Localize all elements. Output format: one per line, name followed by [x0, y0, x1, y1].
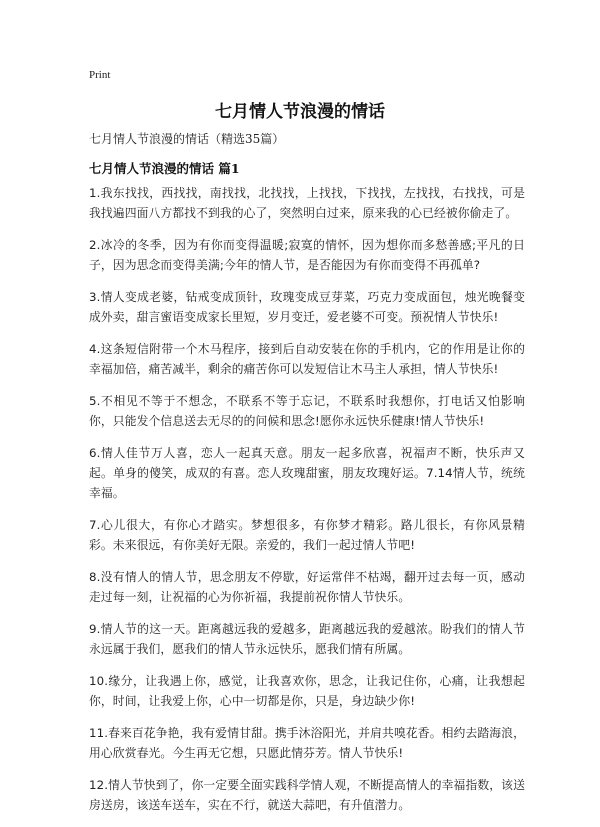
paragraph: 5.不相见不等于不想念，不联系不等于忘记，不联系时我想你，打电话又怕影响你，只能发个信息送去无尽的的问候和思念!愿你永远快乐健康!情人节快乐!: [89, 394, 525, 428]
paragraph: 2.冰冷的冬季，因为有你而变得温暖;寂寞的情怀，因为想你而多愁善感;平凡的日子，因为思念而变得美满;今年的情人节，是否能因为有你而变得不再孤单?: [89, 238, 525, 272]
paragraph: 6.情人佳节万人喜，恋人一起真天意。朋友一起多欣喜，祝福声不断，快乐声又起。单身的傻笑，成双的有喜。恋人玫瑰甜蜜，朋友玫瑰好运。7.14情人节，统统幸福。: [89, 446, 525, 500]
paragraph: 10.缘分，让我遇上你，感觉，让我喜欢你，思念，让我记住你，心痛，让我想起你，时间，让我爱上你，心中一切都是你，只是，身边缺少你!: [89, 674, 525, 708]
paragraph: 3.情人变成老婆，钻戒变成顶针，玫瑰变成豆芽菜，巧克力变成面包，烛光晚餐变成外卖，甜言蜜语变成家长里短，岁月变迁，爱老婆不可变。预祝情人节快乐!: [89, 290, 525, 324]
document-subtitle: 七月情人节浪漫的情话（精选35篇）: [89, 132, 285, 146]
print-link[interactable]: Print: [89, 69, 111, 81]
section-heading: 七月情人节浪漫的情话 篇1: [89, 161, 240, 176]
paragraph: 9.情人节的这一天。距离越远我的爱越多，距离越远我的爱越浓。盼我们的情人节永远属于我们，愿我们的情人节永远快乐，愿我们情有所属。: [89, 622, 525, 656]
paragraph: 4.这条短信附带一个木马程序，接到后自动安装在你的手机内，它的作用是让你的幸福加倍，痛苦减半，剩余的痛苦你可以发短信让木马主人承担，情人节快乐!: [89, 342, 525, 376]
page-title: 七月情人节浪漫的情话: [215, 102, 385, 122]
paragraph: 1.我东找找，西找找，南找找，北找找，上找找，下找找，左找找，右找找，可是我找遍四面八方都找不到我的心了，突然明白过来，原来我的心已经被你偷走了。: [89, 186, 525, 220]
paragraph: 11.春来百花争艳，我有爱情甘甜。携手沐浴阳光，并肩共嗅花香。相约去踏海浪，用心欣赏春光。今生再无它想，只愿此情芬芳。情人节快乐!: [89, 726, 525, 760]
paragraph: 8.没有情人的情人节，思念朋友不停歇，好运常伴不枯竭，翻开过去每一页，感动走过每一刻，让祝福的心为你祈福，我提前祝你情人节快乐。: [89, 570, 525, 604]
paragraph: 7.心儿很大，有你心才踏实。梦想很多，有你梦才精彩。路儿很长，有你风景精彩。未来很远，有你美好无限。亲爱的，我们一起过情人节吧!: [89, 518, 525, 552]
paragraph: 12.情人节快到了，你一定要全面实践科学情人观，不断提高情人的幸福指数，该送房送房，该送车送车，实在不行，就送大蒜吧，有升值潜力。: [89, 778, 525, 812]
paragraph-list: [89, 183, 525, 827]
